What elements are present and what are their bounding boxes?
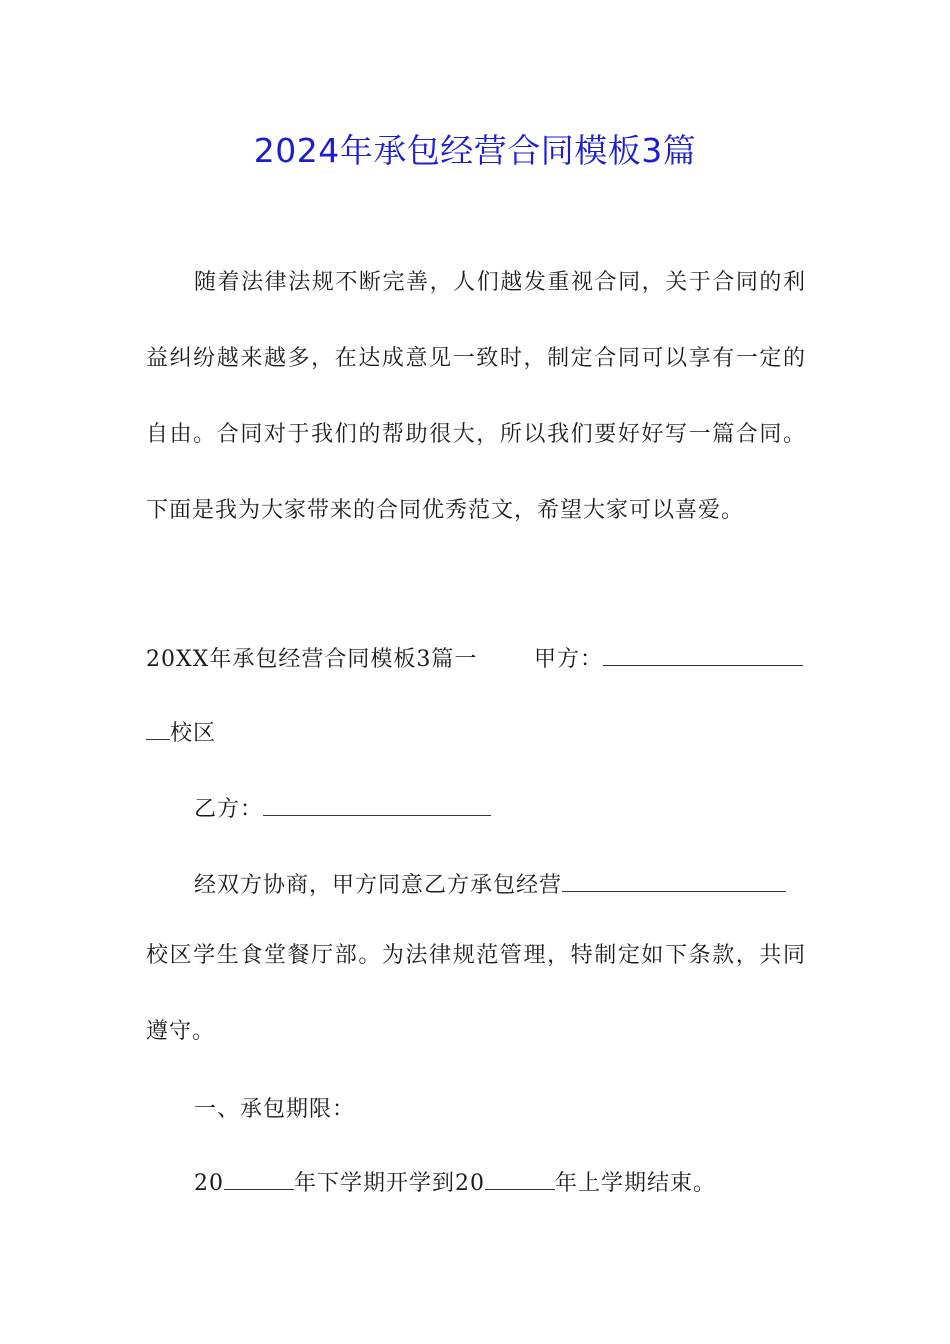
party-a-campus-blank[interactable] (146, 715, 170, 740)
term-suffix: 年上学期结束。 (555, 1171, 717, 1196)
party-b-blank[interactable] (263, 791, 491, 816)
party-a-campus-line (146, 714, 216, 754)
agreement-prefix: 经双方协商，甲方同意乙方承包经营 (194, 873, 563, 898)
contract-campus-blank[interactable] (562, 867, 786, 892)
agreement-paragraph: 校区学生食堂餐厅部。为法律规范管理，特制定如下条款，共同遵守。 (146, 943, 806, 1044)
party-b-label: 乙方： (194, 797, 264, 822)
intro-paragraph: 随着法律法规不断完善，人们越发重视合同，关于合同的利益纠纷越来越多，在达成意见一致时，制定合同可以享有一定的自由。合同对于我们的帮助很大，所以我们要好好写一篇合同。下面是我为大家带来的合同优秀范文，希望大家可以喜爱。 (146, 270, 806, 523)
term-line (194, 1164, 716, 1204)
term-prefix: 20 (194, 1171, 224, 1196)
party-a-blank[interactable] (603, 641, 803, 666)
party-b-line (194, 790, 491, 830)
clause-1-heading: 一、承包期限： (194, 1097, 356, 1122)
section-heading: 20XX年承包经营合同模板3篇一 (146, 647, 478, 672)
party-a-label: 甲方： (534, 647, 604, 672)
start-year-blank[interactable] (224, 1165, 294, 1190)
agreement-line (194, 866, 786, 906)
section-heading-line (146, 640, 477, 680)
party-a-line (534, 640, 803, 680)
end-year-blank[interactable] (485, 1165, 555, 1190)
document-title: 2024年承包经营合同模板3篇 (253, 131, 697, 170)
party-a-suffix: 校区 (170, 721, 217, 746)
term-middle: 年下学期开学到20 (294, 1171, 485, 1196)
